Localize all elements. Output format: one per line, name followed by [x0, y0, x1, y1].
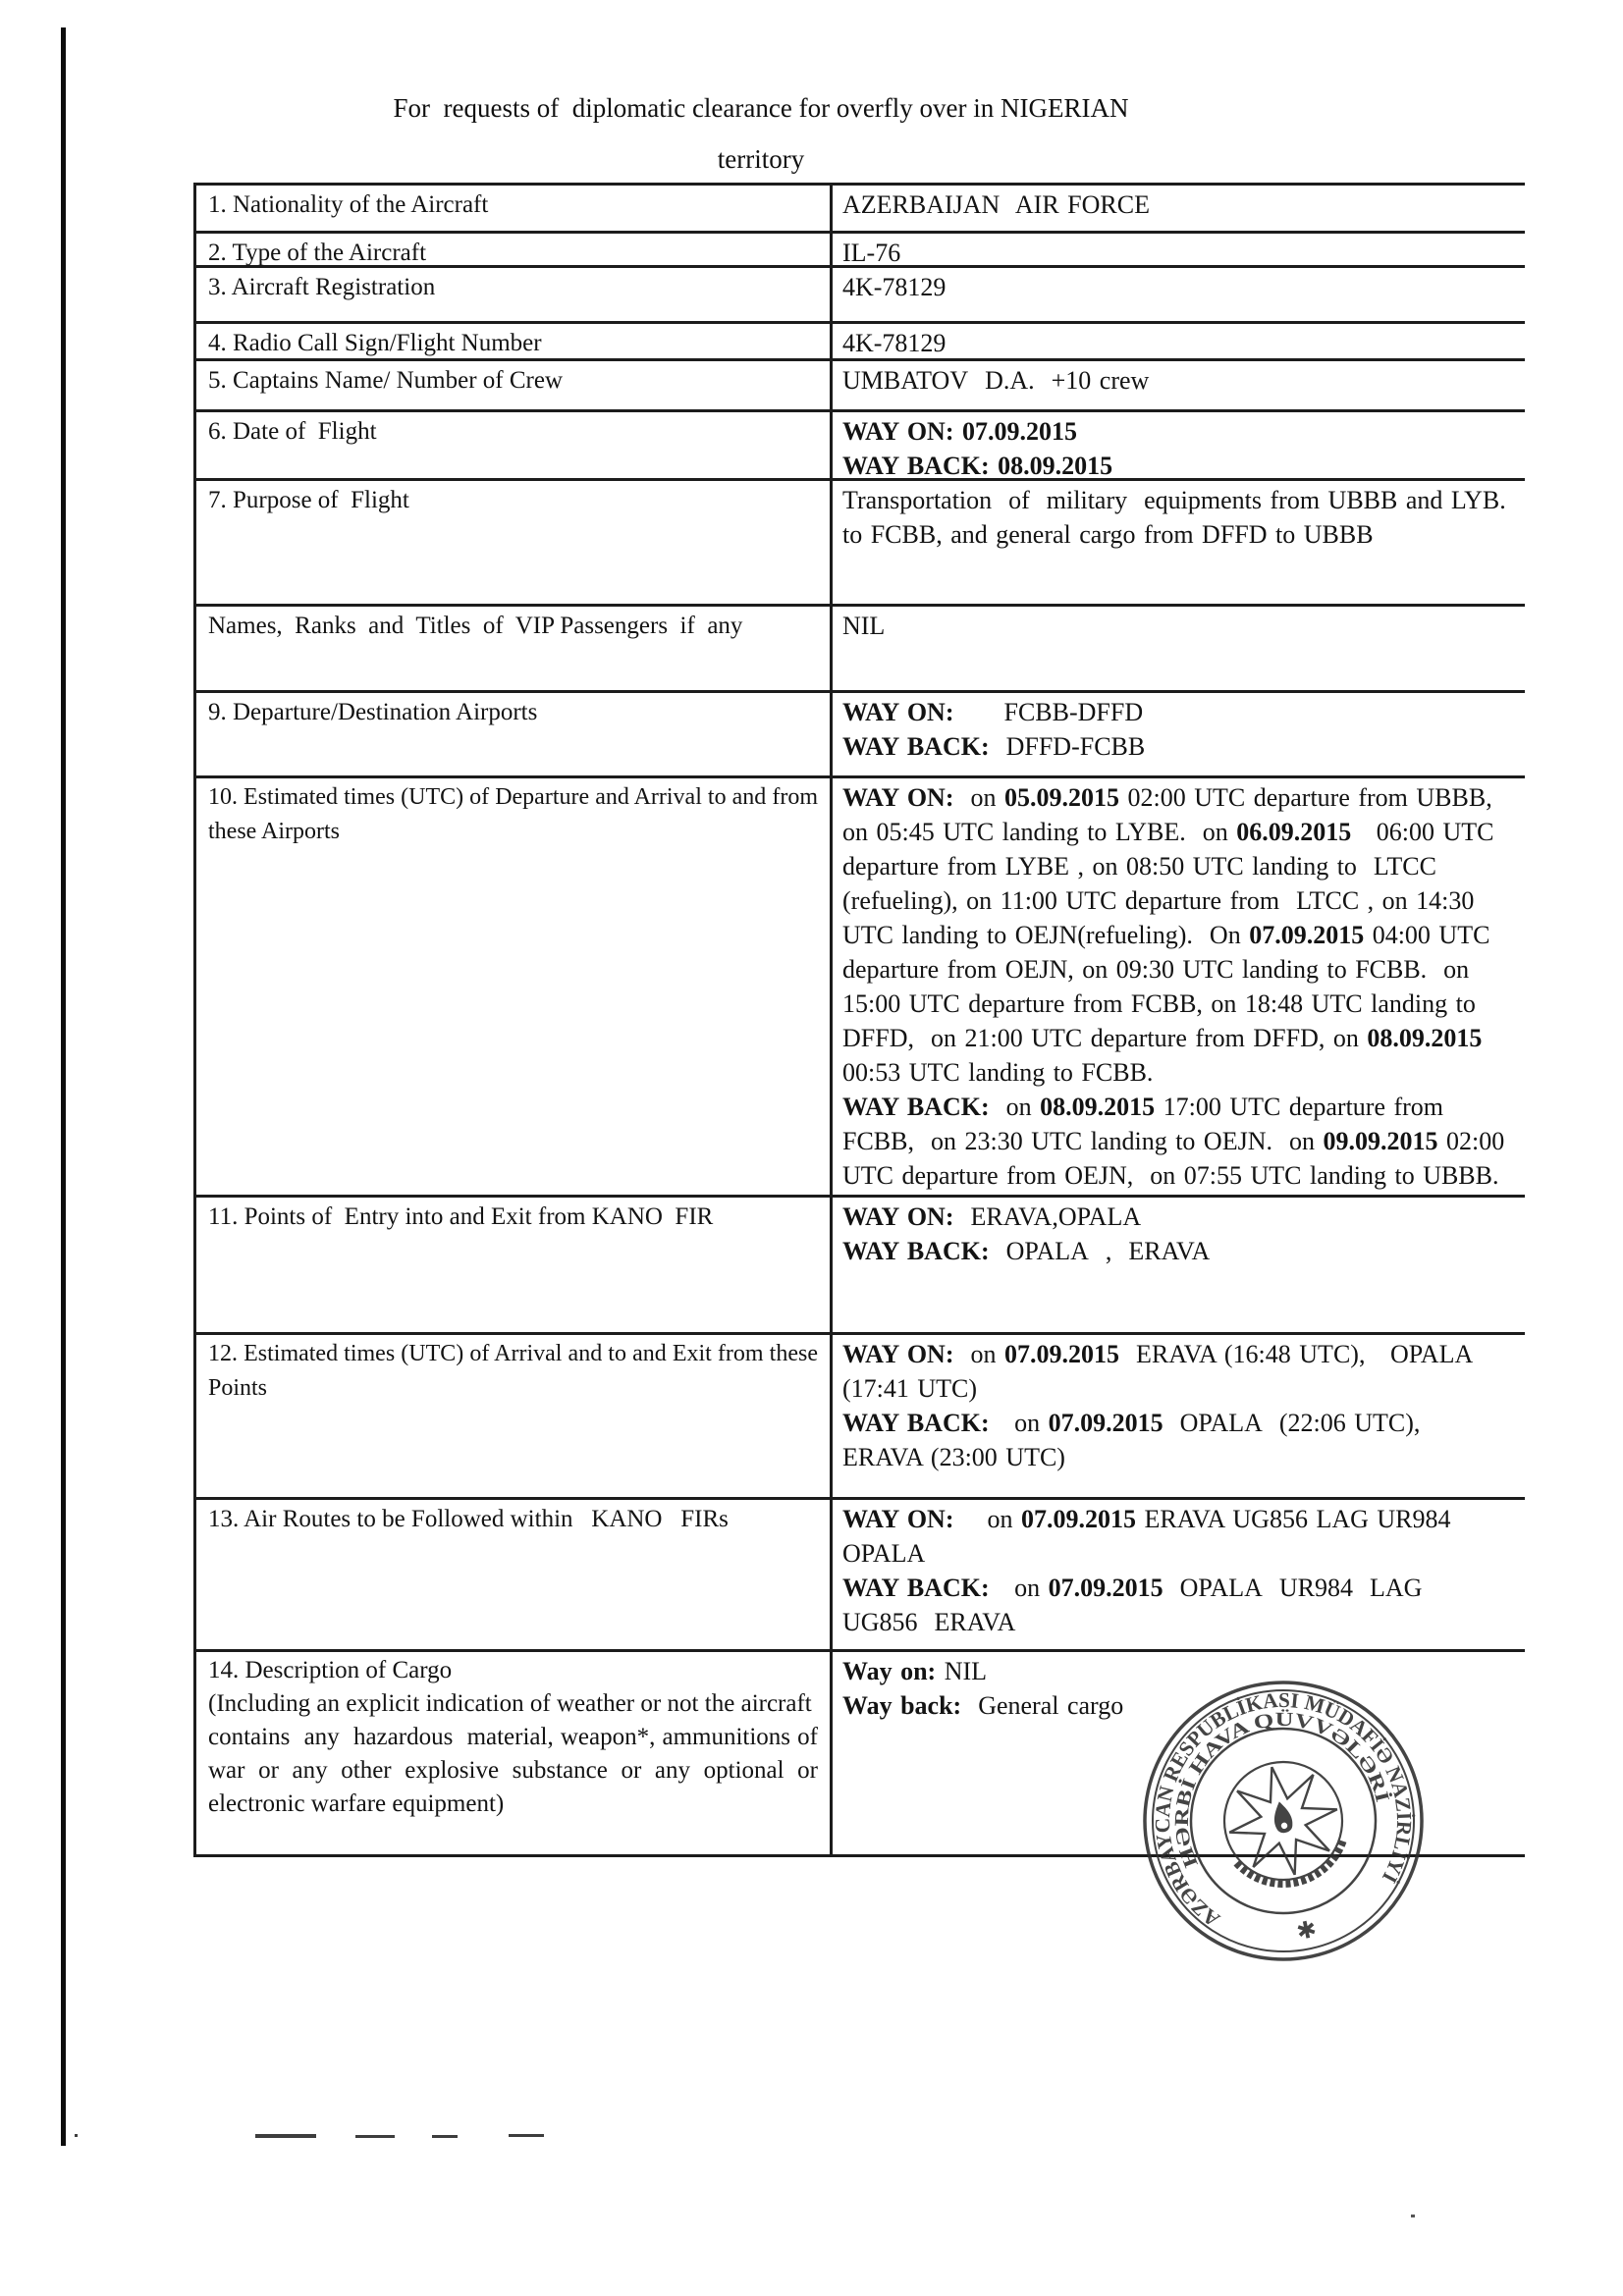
- table-row-11: [196, 1195, 1525, 1332]
- row-3-label: 3. Aircraft Registration: [196, 268, 833, 321]
- row-5-value: UMBATOV D.A. +10 crew: [842, 366, 1150, 395]
- row-10-value: WAY ON: on 05.09.2015 02:00 UTC departure from UBBB, on 05:45 UTC landing to LYBE. on 06.09.2015 06:00 UTC departure from LYBE , on 08:50 UTC landing to LTCC (refueling), on 11:00 UTC departure from LTCC , on 14:30 UTC landing to OEJN(refueling). On 07.09.2015 04:00 UTC departure from OEJN, on 09:30 UTC landing to FCBB. on 15:00 UTC departure from FCBB, on 18:48 UTC landing to DFFD, on 21:00 UTC departure from DFFD, on 08.09.2015 00:53 UTC landing to FCBB. WAY BACK: on 08.09.2015 17:00 UTC departure from FCBB, on 23:30 UTC landing to OEJN. on 09.09.2015 02:00 UTC departure from OEJN, on 07:55 UTC landing to UBBB.: [842, 783, 1505, 1190]
- stamp-ring-text: AZƏRBAYCAN RESPUBLİKASI MÜDAFİƏ NAZİRLİYİ: [1150, 1687, 1417, 1932]
- table-row-12: [196, 1332, 1525, 1497]
- row-3-value: 4K-78129: [842, 273, 947, 301]
- row-10-label: 10. Estimated times (UTC) of Departure and Arrival to and from these Airports: [196, 778, 833, 1195]
- official-stamp: [1131, 1669, 1435, 1973]
- stamp-seal-graphic: [1131, 1669, 1435, 1973]
- clearance-table: [193, 183, 1525, 1857]
- table-row-10: [196, 775, 1525, 1195]
- row-13-label: 13. Air Routes to be Followed within KANO FIRs: [196, 1500, 833, 1649]
- row-12-value: WAY ON: on 07.09.2015 ERAVA (16:48 UTC), OPALA (17:41 UTC) WAY BACK: on 07.09.2015 OPALA (22:06 UTC), ERAVA (23:00 UTC): [842, 1340, 1474, 1471]
- row-13-value: WAY ON: on 07.09.2015 ERAVA UG856 LAG UR984 OPALA WAY BACK: on 07.09.2015 OPALA UR984 LAG UG856 ERAVA: [842, 1505, 1451, 1636]
- row-5-label: 5. Captains Name/ Number of Crew: [196, 361, 833, 409]
- title-line-1: For requests of diplomatic clearance for overfly over in NIGERIAN: [393, 93, 1129, 123]
- scan-dash-mark: [355, 2135, 395, 2138]
- table-row-13: [196, 1497, 1525, 1649]
- row-9-value: WAY ON: FCBB-DFFD WAY BACK: DFFD-FCBB: [842, 698, 1146, 761]
- row-11-value: WAY ON: ERAVA,OPALA WAY BACK: OPALA , ERAVA: [842, 1202, 1211, 1265]
- row-4-value: 4K-78129: [842, 329, 947, 357]
- row-7-label: 7. Purpose of Flight: [196, 481, 833, 604]
- row-9-label: 9. Departure/Destination Airports: [196, 693, 833, 775]
- scan-dash-mark: [432, 2135, 458, 2138]
- table-row-4: [196, 321, 1525, 358]
- row-7-value: Transportation of military equipments from UBBB and LYB. to FCBB, and general cargo from DFFD to UBBB: [842, 486, 1506, 549]
- table-row-3: [196, 265, 1525, 321]
- stamp-bottom-star-icon: ✱: [1294, 1916, 1320, 1947]
- scan-dash-mark: [509, 2134, 544, 2137]
- row-14-value: Way on: NIL Way back: General cargo: [842, 1657, 1124, 1720]
- row-1-label: 1. Nationality of the Aircraft: [196, 186, 833, 231]
- table-row-8: [196, 604, 1525, 690]
- table-row-2: [196, 231, 1525, 265]
- table-row-1: [196, 183, 1525, 231]
- table-row-5: [196, 358, 1525, 409]
- row-11-label: 11. Points of Entry into and Exit from KANO FIR: [196, 1198, 833, 1332]
- stamp-inner-ring-text: HƏRBİ HAVA QÜVVƏLƏRİ: [1170, 1708, 1393, 1871]
- row-2-label: 2. Type of the Aircraft: [196, 234, 833, 265]
- row-4-label: 4. Radio Call Sign/Flight Number: [196, 324, 833, 358]
- row-8-label: Names, Ranks and Titles of VIP Passengers if any: [196, 607, 833, 690]
- scan-dash-mark: [75, 2134, 78, 2137]
- title-line-2: territory: [717, 144, 805, 174]
- table-row-9: [196, 690, 1525, 775]
- table-row-6: [196, 409, 1525, 478]
- row-14-label: 14. Description of Cargo (Including an explicit indication of weather or not the aircraft contains any hazardous material, weapon*, ammunitions of war or any other explosive substance or any optional or electronic warfare equipment): [196, 1652, 833, 1854]
- scan-artifact-vertical-line: [61, 27, 66, 2146]
- scan-speck: [1411, 2215, 1415, 2217]
- row-1-value: AZERBAIJAN AIR FORCE: [842, 190, 1150, 219]
- table-row-7: [196, 478, 1525, 604]
- row-6-label: 6. Date of Flight: [196, 412, 833, 478]
- row-8-value: NIL: [842, 612, 886, 640]
- row-2-value: IL-76: [842, 239, 901, 267]
- scan-dash-mark: [255, 2134, 316, 2138]
- row-6-value: WAY ON: 07.09.2015 WAY BACK: 08.09.2015: [842, 417, 1113, 480]
- flame-icon: [1271, 1800, 1294, 1835]
- document-title: [193, 82, 1328, 185]
- row-12-label: 12. Estimated times (UTC) of Arrival and to and Exit from these Points: [196, 1335, 833, 1497]
